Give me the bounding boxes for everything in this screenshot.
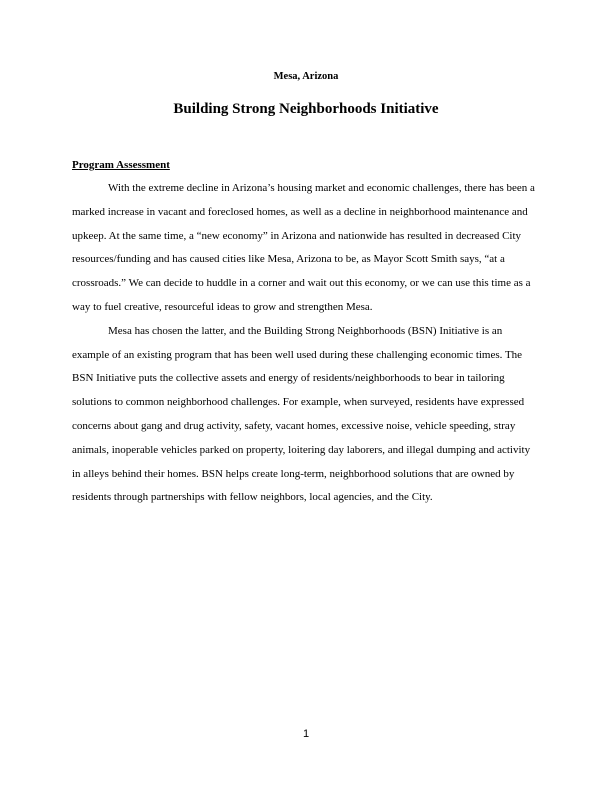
paragraph-1: With the extreme decline in Arizona’s housing market and economic challenges, there has been a marked increase in vacant and foreclosed homes, as well as a decline in neighborhood maintenance and upkeep. At the same time, a “new economy” in Arizona and nationwide has resulted in decreased City resources/funding and has caused cities like Mesa, Arizona to be, as Mayor Scott Smith says, “at a crossroads.” We can decide to huddle in a corner and wait out this economy, or we can use this time as a way to fuel creative, resourceful ideas to grow and strengthen Mesa. [72, 182, 535, 313]
document-location: Mesa, Arizona [273, 71, 339, 82]
document-title: Building Strong Neighborhoods Initiative [173, 101, 439, 117]
paragraph-2: Mesa has chosen the latter, and the Building Strong Neighborhoods (BSN) Initiative is an example of an existing program that has been well used during these challenging economic times. The BSN Initiative puts the collective assets and energy of residents/neighborhoods to bear in tailoring solutions to common neighborhood challenges. For example, when surveyed, residents have expressed concerns about gang and drug activity, safety, vacant homes, excessive noise, vehicle speeding, stray animals, inoperable vehicles parked on property, loitering day laborers, and illegal dumping and activity in alleys behind their homes. BSN helps create long-term, neighborhood solutions that are owned by residents through partnerships with fellow neighbors, local agencies, and the City. [72, 324, 531, 504]
body-text [72, 177, 536, 510]
section-heading: Program Assessment [72, 159, 170, 171]
page-number: 1 [302, 728, 310, 740]
